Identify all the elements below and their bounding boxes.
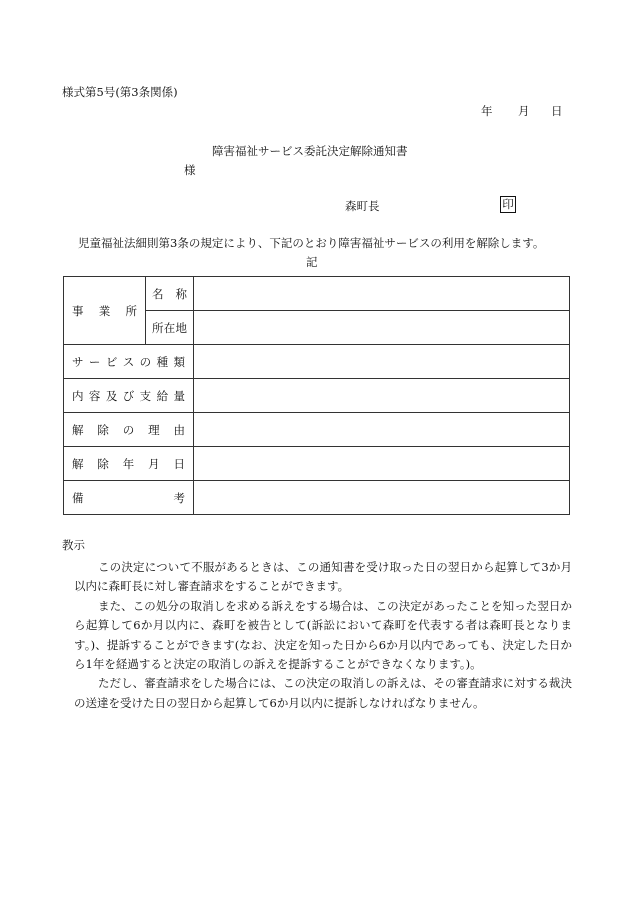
content-value — [194, 379, 570, 413]
table-row — [64, 345, 570, 379]
table-row — [64, 379, 570, 413]
remarks-value — [194, 481, 570, 515]
notice-paragraph-2: また、この処分の取消しを求める訴えをする場合は、この決定があったことを知った翌日から起算して6か月以内に、森町を被告として(訴訟において森町を代表する者は森町長となります。)、提訴することができます(なお、決定を知った日から6か月以内であっても、決定した日から1年を経過すると決定の取消しの訴えを提訴することができなくなります。)。 — [74, 598, 572, 672]
recipient-suffix: 様 — [184, 163, 196, 177]
office-address-value — [194, 311, 570, 345]
date-month-label: 月 — [518, 104, 530, 118]
reason-label: 解除の理由 — [64, 413, 194, 447]
content-label: 内容及び支給量 — [64, 379, 194, 413]
table-row — [64, 413, 570, 447]
issuer-name: 森町長 — [345, 199, 380, 213]
table-row — [64, 481, 570, 515]
form-number: 様式第5号(第3条関係) — [62, 85, 178, 99]
table-row — [64, 447, 570, 481]
remarks-label: 備 考 — [64, 481, 194, 515]
termination-date-value — [194, 447, 570, 481]
details-table — [63, 276, 570, 515]
office-address-label: 所在地 — [146, 311, 194, 345]
office-name-value — [194, 277, 570, 311]
intro-text: 児童福祉法細則第3条の規定により、下記のとおり障害福祉サービスの利用を解除します。 — [78, 236, 545, 250]
notice-title: 教示 — [62, 538, 85, 552]
date-day-label: 日 — [551, 104, 563, 118]
office-name-label: 名 称 — [146, 277, 194, 311]
service-type-label: サービスの種類 — [64, 345, 194, 379]
date-year-label: 年 — [481, 104, 493, 118]
table-row — [64, 277, 570, 311]
notice-paragraph-3: ただし、審査請求をした場合には、この決定の取消しの訴えは、その審査請求に対する裁決の送達を受けた日の翌日から起算して6か月以内に提訴しなければなりません。 — [74, 676, 572, 710]
notice-paragraph-1: この決定について不服があるときは、この通知書を受け取った日の翌日から起算して3か月以内に森町長に対し審査請求をすることができます。 — [74, 560, 572, 594]
reason-value — [194, 413, 570, 447]
document-title: 障害福祉サービス委託決定解除通知書 — [212, 144, 408, 158]
notice-body — [62, 558, 572, 713]
termination-date-label: 解除年月日 — [64, 447, 194, 481]
seal-mark: 印 — [500, 196, 516, 213]
ki-heading: 記 — [306, 255, 318, 269]
service-type-value — [194, 345, 570, 379]
office-label: 事 業 所 — [64, 277, 146, 345]
